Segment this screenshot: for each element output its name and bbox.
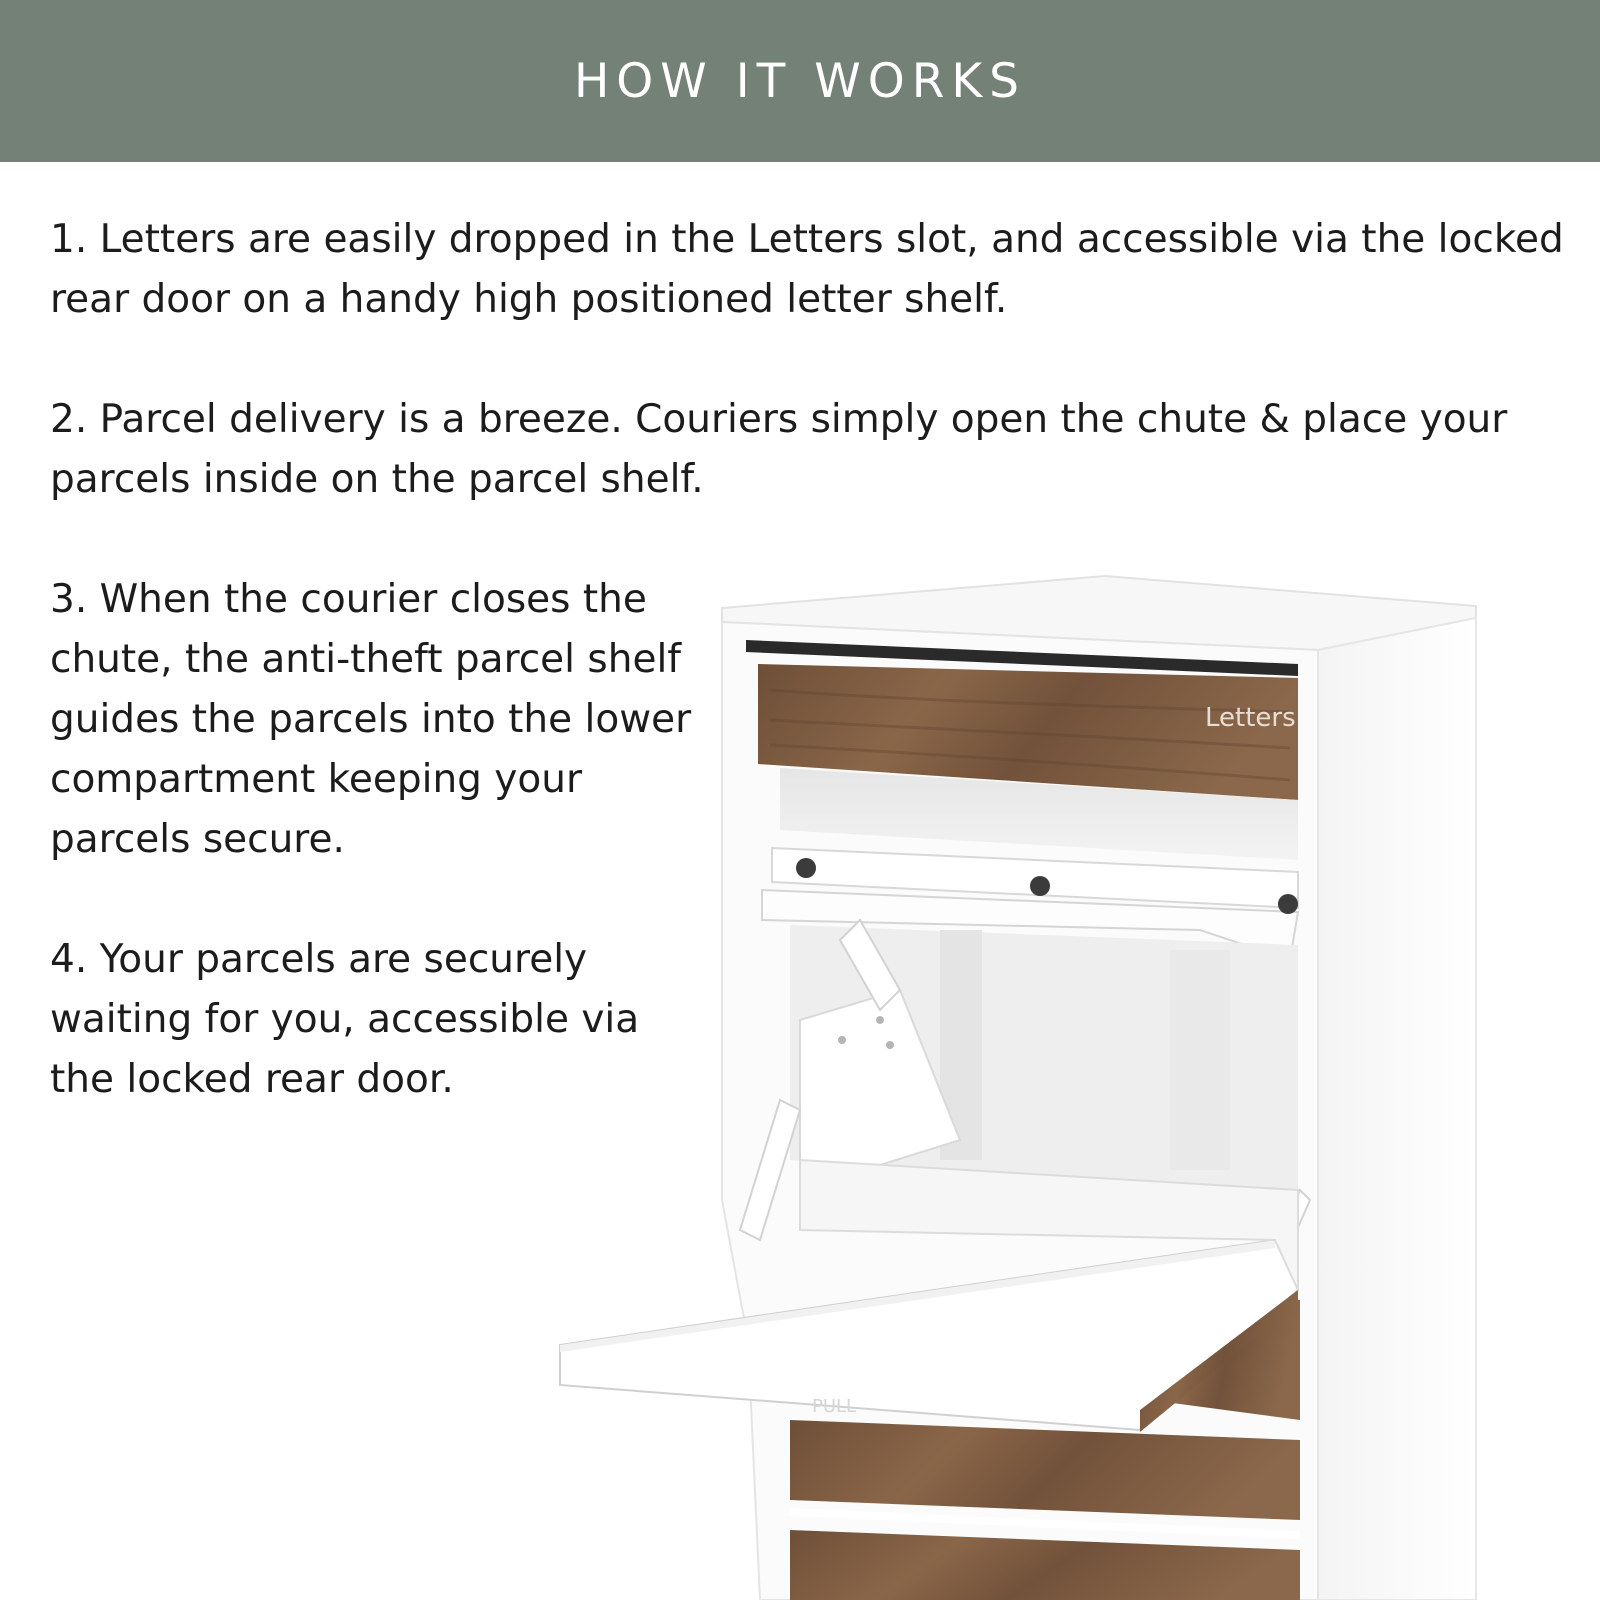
- step-2-text: 2. Parcel delivery is a breeze. Couriers simply open the chute & place your parcels inside on the parcel shelf.: [50, 397, 1508, 502]
- header-banner: [0, 0, 1600, 162]
- pull-label: PULL: [812, 1396, 857, 1417]
- step-1-text: 1. Letters are easily dropped in the Letters slot, and accessible via the locked rear door on a handy high positioned letter shelf.: [50, 217, 1564, 322]
- letters-label: Letters: [1205, 703, 1296, 733]
- chute-door: [560, 1160, 1298, 1432]
- step-4-text: 4. Your parcels are securely waiting for you, accessible via the locked rear door.: [50, 937, 640, 1102]
- step-3-text: 3. When the courier closes the chute, the anti-theft parcel shelf guides the parcels into the lower compartment keeping your parcels secure.: [50, 577, 692, 862]
- page-title: HOW IT WORKS: [573, 53, 1027, 109]
- parcel-box-image: [540, 560, 1600, 1600]
